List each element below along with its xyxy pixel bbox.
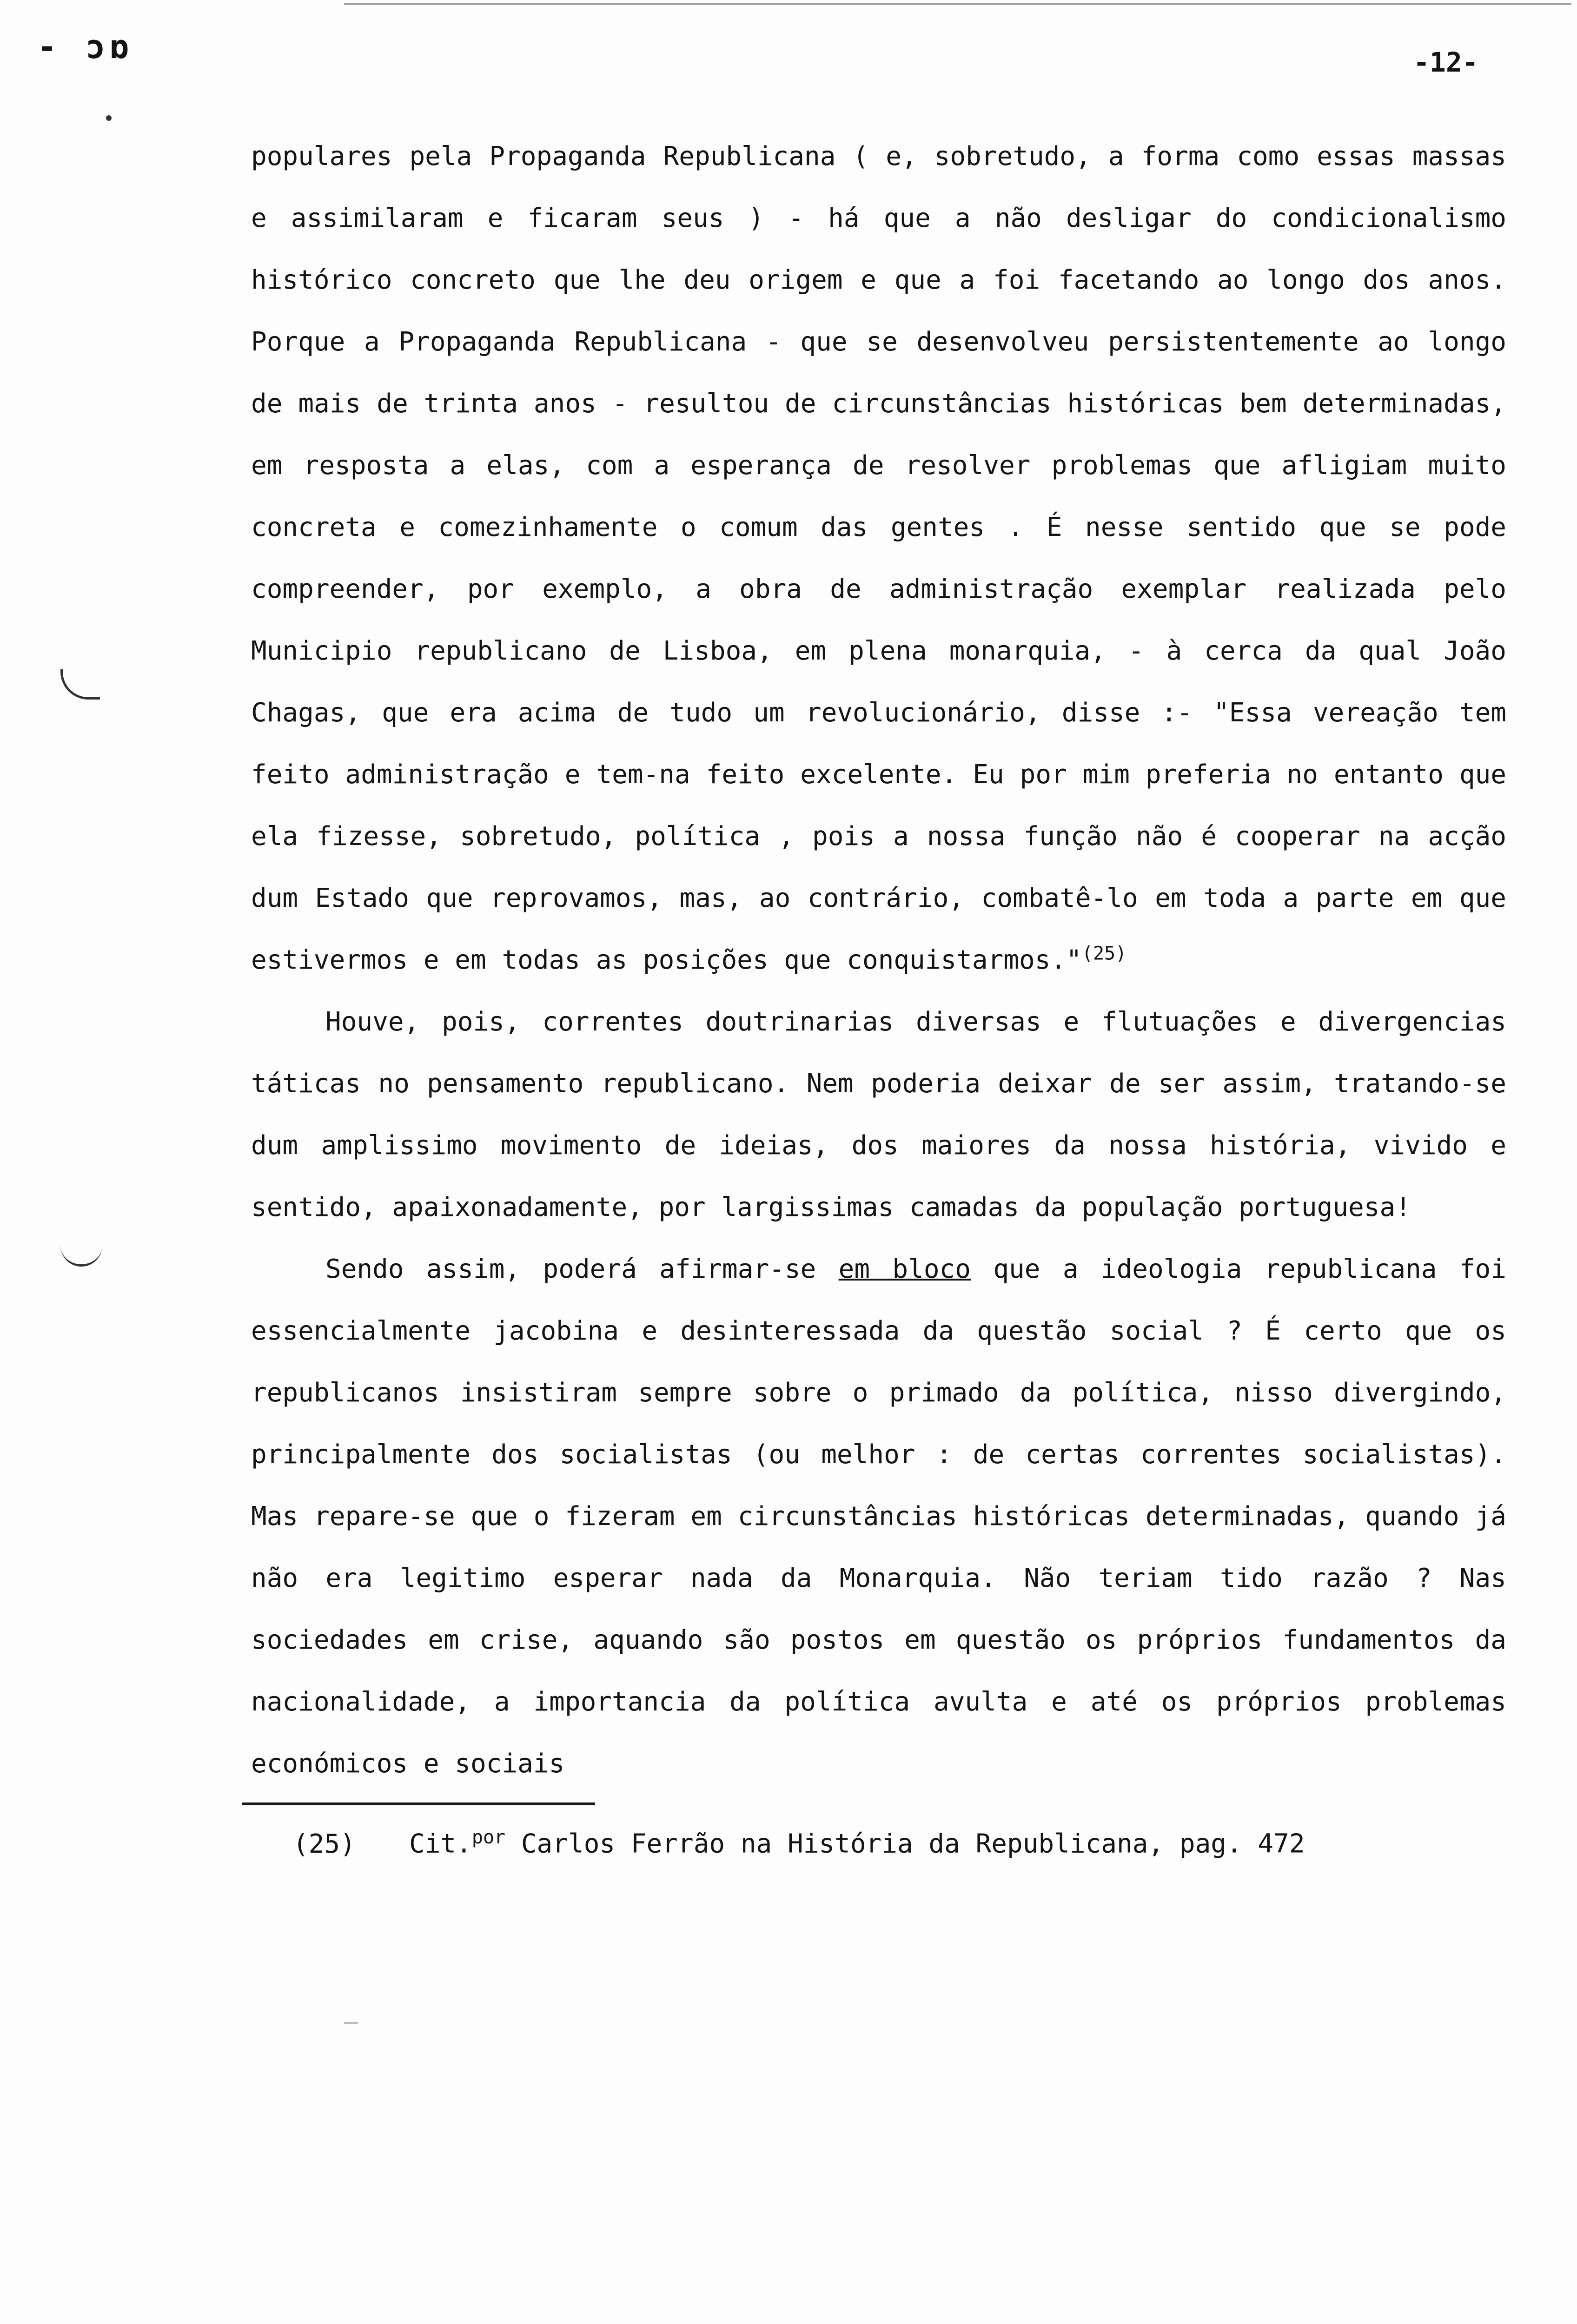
body-text [251, 125, 1506, 1795]
footnote-prefix: Cit. [409, 1829, 472, 1859]
paragraph-3-text-b: que a ideologia republicana foi essencialmente jacobina e desinteressada da questão social ? É certo que os republicanos insistiram sempre sobre o primado da política, nisso divergindo, principalmente dos socialistas (ou melhor : de certas correntes socialistas). Mas repare-se que o fizeram em circunstâncias históricas determinadas, quando já não era legitimo esperar nada da Monarquia. Não teriam tido razão ? Nas sociedades em crise, aquando são postos em questão os próprios fundamentos da nacionalidade, a importancia da política avulta e até os próprios problemas económicos e sociais [251, 1254, 1506, 1779]
margin-mark [60, 669, 100, 700]
paragraph-2: Houve, pois, correntes doutrinarias diversas e flutuações e divergencias táticas no pensamento republicano. Nem poderia deixar de ser assim, tratando-se dum amplissimo movimento de ideias, dos maiores da nossa história, vivido e sentido, apaixonadamente, por largissimas camadas da população portuguesa! [251, 1007, 1506, 1222]
stray-mark [106, 115, 112, 121]
underlined-phrase: em bloco [838, 1254, 971, 1284]
smudge-mark [344, 2022, 358, 2024]
corner-mark: - ɔɒ [37, 28, 134, 66]
footnote-number: (25) [293, 1829, 356, 1859]
footnote [293, 1827, 1305, 1859]
margin-mark [60, 1246, 102, 1267]
footnote-reference: (25) [1081, 943, 1127, 964]
paragraph-3 [251, 1238, 1506, 1795]
footnote-rule [242, 1802, 595, 1805]
paragraph-1 [251, 125, 1506, 991]
page-number: -12- [1413, 46, 1478, 78]
footnote-text: Carlos Ferrão na História da Republicana, pag. 472 [521, 1829, 1305, 1859]
footnote-superscript: por [471, 1827, 506, 1848]
paragraph-3-text-a: Sendo assim, poderá afirmar-se [325, 1254, 816, 1284]
paragraph-1-text: populares pela Propaganda Republicana ( e, sobretudo, a forma como essas massas e assimilaram e ficaram seus ) - há que a não desligar do condicionalismo histórico concreto que lhe deu origem e que a foi facetando ao longo dos anos. Porque a Propaganda Republicana - que se desenvolveu persistentemente ao longo de mais de trinta anos - resultou de circunstâncias históricas bem determinadas, em resposta a elas, com a esperança de resolver problemas que afligiam muito concreta e comezinhamente o comum das gentes . É nesse sentido que se pode compreender, por exemplo, a obra de administração exemplar realizada pelo Municipio republicano de Lisboa, em plena monarquia, - à cerca da qual João Chagas, que era acima de tudo um revolucionário, disse :- "Essa vereação tem feito administração e tem-na feito excelente. Eu por mim preferia no entanto que ela fizesse, sobretudo, política , pois a nossa função não é cooperar na acção dum Estado que reprovamos, mas, ao contrário, combatê-lo em toda a parte em que estivermos e em todas as posições que conquistarmos." [251, 141, 1506, 975]
top-rule [344, 3, 1571, 5]
